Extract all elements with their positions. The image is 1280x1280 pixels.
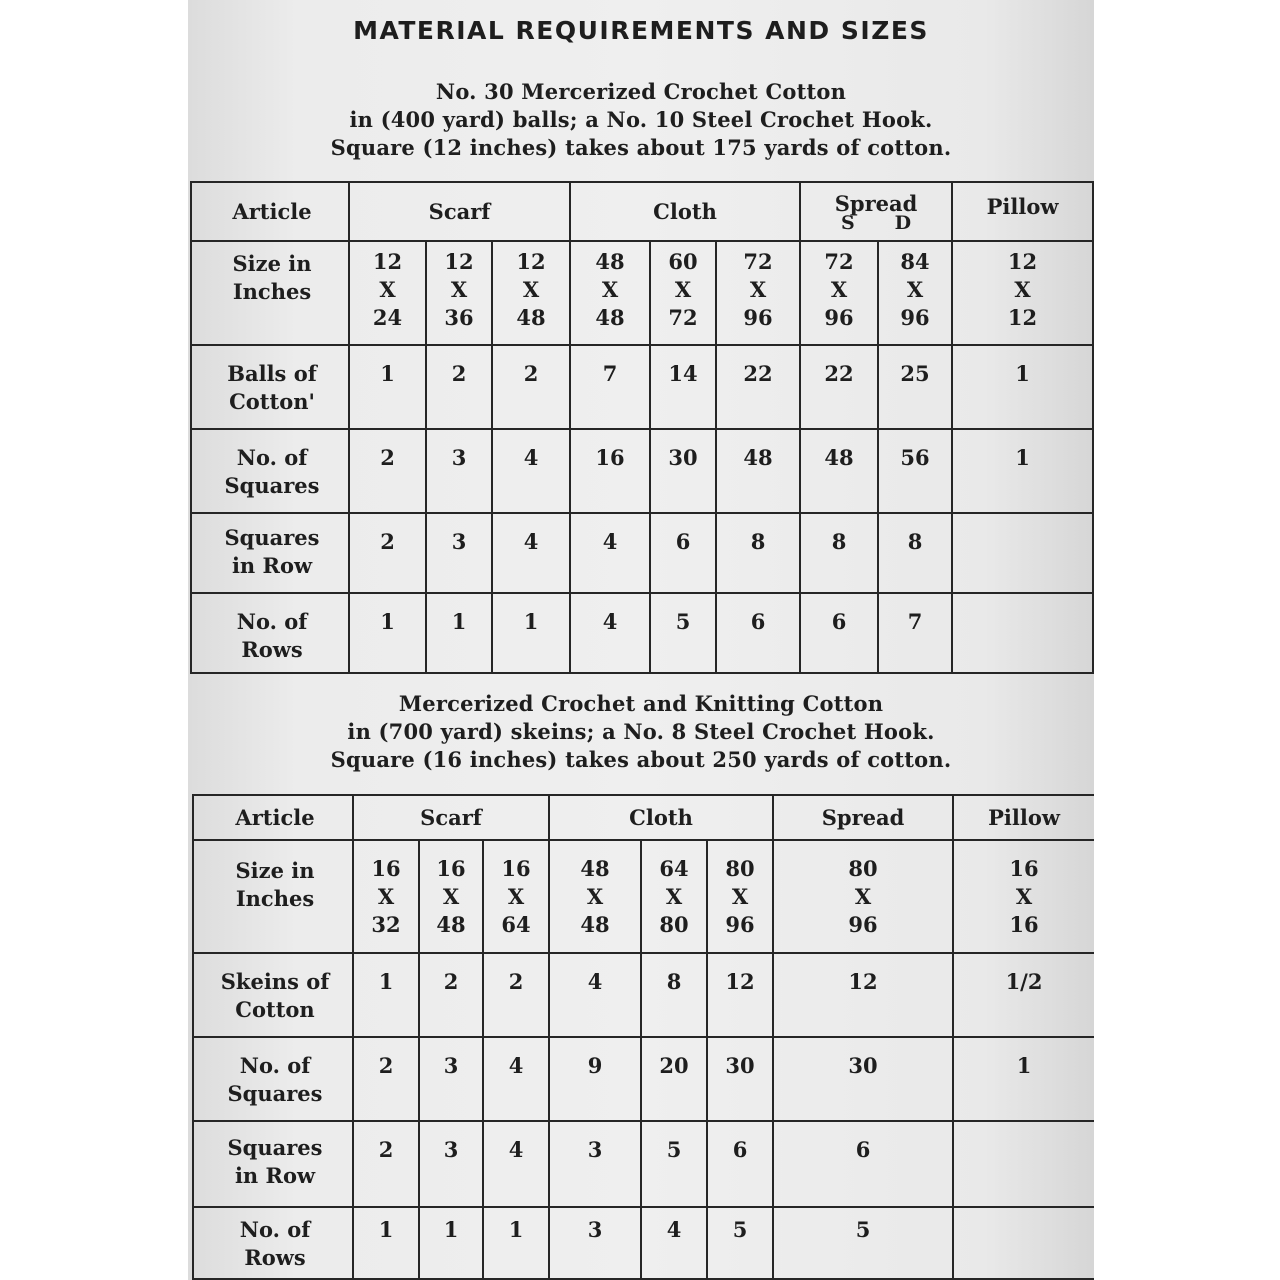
label-line: No. of [239, 1217, 311, 1242]
intro-line: Mercerized Crochet and Knitting Cotton [398, 691, 884, 716]
value-cell: 5 [773, 1207, 953, 1279]
size-cell [353, 840, 419, 953]
size-x: X [731, 884, 749, 909]
spread-header: Spread [773, 795, 953, 840]
label-line: Skeins of [220, 969, 330, 994]
value-cell: 8 [641, 953, 707, 1037]
article-header: Article [193, 795, 353, 840]
size-width: 72 [743, 249, 773, 274]
pattern-page [188, 0, 1094, 1280]
value-cell: 1 [953, 1037, 1094, 1121]
cloth-header: Cloth [549, 795, 773, 840]
size-width: 16 [371, 856, 401, 881]
page-title: MATERIAL REQUIREMENTS AND SIZES [353, 16, 929, 45]
value-cell: 2 [419, 953, 483, 1037]
pillow-header: Pillow [953, 795, 1094, 840]
value-cell: 1/2 [953, 953, 1094, 1037]
materials-intro-1 [188, 78, 1094, 162]
size-x: X [442, 884, 460, 909]
value-cell [952, 593, 1093, 673]
value-cell: 2 [426, 345, 492, 429]
label-line: Cotton [235, 997, 315, 1022]
value-cell: 22 [800, 345, 878, 429]
size-x: X [674, 277, 692, 302]
value-cell: 12 [773, 953, 953, 1037]
label-line: Size in [235, 858, 315, 883]
size-cell [952, 241, 1093, 345]
intro-line: in (400 yard) balls; a No. 10 Steel Crochet Hook. [349, 107, 933, 132]
value-cell: 4 [483, 1037, 549, 1121]
value-cell: 5 [650, 593, 716, 673]
size-cell [349, 241, 426, 345]
skeins-row [193, 953, 1094, 1037]
rows-row [191, 593, 1093, 673]
intro-line: No. 30 Mercerized Crochet Cotton [435, 79, 847, 104]
size-cell [570, 241, 650, 345]
rows-label [193, 1207, 353, 1279]
value-cell: 8 [716, 513, 800, 593]
value-cell: 6 [650, 513, 716, 593]
balls-row [191, 345, 1093, 429]
balls-label [191, 345, 349, 429]
value-cell: 8 [878, 513, 952, 593]
intro-line: Square (16 inches) takes about 250 yards of cotton. [330, 747, 952, 772]
size-width: 16 [501, 856, 531, 881]
size-cell [641, 840, 707, 953]
value-cell: 14 [650, 345, 716, 429]
size-x: X [507, 884, 525, 909]
value-cell: 1 [349, 345, 426, 429]
value-cell: 4 [492, 429, 570, 513]
value-cell: 1 [483, 1207, 549, 1279]
spread-label: Spread [834, 190, 918, 216]
value-cell: 30 [650, 429, 716, 513]
rows-label [191, 593, 349, 673]
spread-header [800, 182, 952, 241]
value-cell: 16 [570, 429, 650, 513]
size-width: 16 [436, 856, 466, 881]
size-cell [773, 840, 953, 953]
value-cell: 3 [426, 429, 492, 513]
size-label [191, 241, 349, 345]
value-cell: 1 [353, 1207, 419, 1279]
article-header: Article [191, 182, 349, 241]
size-cell [878, 241, 952, 345]
size-width: 64 [659, 856, 689, 881]
squares-row [193, 1037, 1094, 1121]
value-cell: 7 [878, 593, 952, 673]
size-height: 24 [372, 305, 403, 330]
value-cell: 3 [419, 1121, 483, 1207]
squares-label [191, 429, 349, 513]
size-width: 80 [725, 856, 755, 881]
value-cell: 6 [707, 1121, 773, 1207]
label-line: Balls of [227, 361, 317, 386]
value-cell: 1 [426, 593, 492, 673]
label-line: Squares [227, 1135, 323, 1160]
size-cell [953, 840, 1094, 953]
rows-row [193, 1207, 1094, 1279]
size-height: 48 [436, 912, 466, 937]
in-row-label [193, 1121, 353, 1207]
size-height: 32 [371, 912, 401, 937]
value-cell: 8 [800, 513, 878, 593]
label-line: Inches [232, 279, 312, 304]
value-cell: 4 [492, 513, 570, 593]
size-x: X [830, 277, 848, 302]
size-width: 72 [824, 249, 854, 274]
size-width: 84 [900, 249, 930, 274]
label-line: No. of [236, 609, 308, 634]
size-height: 48 [516, 305, 546, 330]
size-cell [650, 241, 716, 345]
value-cell: 3 [549, 1121, 641, 1207]
value-cell: 48 [800, 429, 878, 513]
label-line: No. of [236, 445, 308, 470]
size-cell [549, 840, 641, 953]
value-cell: 3 [426, 513, 492, 593]
value-cell: 1 [492, 593, 570, 673]
spread-subheaders [801, 211, 951, 234]
value-cell: 1 [952, 345, 1093, 429]
size-height: 64 [501, 912, 531, 937]
value-cell: 2 [492, 345, 570, 429]
size-cell [716, 241, 800, 345]
size-height: 48 [580, 912, 610, 937]
intro-line: in (700 yard) skeins; a No. 8 Steel Crochet Hook. [347, 719, 935, 744]
size-cell [419, 840, 483, 953]
skeins-label [193, 953, 353, 1037]
size-height: 80 [659, 912, 689, 937]
value-cell: 1 [349, 593, 426, 673]
size-x: X [450, 277, 468, 302]
size-cell [800, 241, 878, 345]
size-cell [426, 241, 492, 345]
pillow-header: Pillow [952, 182, 1093, 241]
label-line: Cotton' [229, 389, 315, 414]
in-row-label [191, 513, 349, 593]
label-line: Inches [235, 886, 315, 911]
size-label [193, 840, 353, 953]
label-line: in Row [231, 553, 313, 578]
size-width: 80 [848, 856, 878, 881]
size-width: 60 [668, 249, 698, 274]
value-cell [953, 1207, 1094, 1279]
value-cell: 56 [878, 429, 952, 513]
size-x: X [906, 277, 924, 302]
size-width: 12 [444, 249, 474, 274]
value-cell: 4 [549, 953, 641, 1037]
size-width: 12 [516, 249, 546, 274]
size-width: 12 [1007, 249, 1038, 274]
label-line: Squares [224, 473, 320, 498]
value-cell: 1 [353, 953, 419, 1037]
label-line: No. of [239, 1053, 311, 1078]
size-x: X [522, 277, 540, 302]
value-cell: 3 [419, 1037, 483, 1121]
size-x: X [665, 884, 683, 909]
size-x: X [749, 277, 767, 302]
value-cell: 5 [707, 1207, 773, 1279]
value-cell: 9 [549, 1037, 641, 1121]
size-height: 72 [668, 305, 698, 330]
size-row [191, 241, 1093, 345]
size-height: 96 [725, 912, 755, 937]
size-x: X [379, 277, 396, 302]
size-x: X [601, 277, 619, 302]
size-width: 48 [580, 856, 610, 881]
spread-double-label: D [894, 211, 912, 234]
size-x: X [1014, 277, 1031, 302]
value-cell: 6 [716, 593, 800, 673]
size-height: 96 [848, 912, 878, 937]
value-cell: 30 [707, 1037, 773, 1121]
size-height: 96 [824, 305, 854, 330]
value-cell: 7 [570, 345, 650, 429]
value-cell: 12 [707, 953, 773, 1037]
label-line: Rows [244, 1245, 306, 1270]
squares-row [191, 429, 1093, 513]
materials-intro-2 [188, 690, 1094, 774]
value-cell: 2 [483, 953, 549, 1037]
value-cell: 2 [349, 429, 426, 513]
size-cell [492, 241, 570, 345]
label-line: Squares [224, 525, 320, 550]
value-cell [953, 1121, 1094, 1207]
in-row-row [193, 1121, 1094, 1207]
intro-line: Square (12 inches) takes about 175 yards of cotton. [330, 135, 952, 160]
size-cell [483, 840, 549, 953]
label-line: Size in [232, 251, 312, 276]
value-cell: 5 [641, 1121, 707, 1207]
value-cell [952, 513, 1093, 593]
scarf-header: Scarf [353, 795, 549, 840]
value-cell: 25 [878, 345, 952, 429]
value-cell: 3 [549, 1207, 641, 1279]
value-cell: 20 [641, 1037, 707, 1121]
size-height: 12 [1007, 305, 1038, 330]
size-height: 96 [900, 305, 930, 330]
header-row [193, 795, 1094, 840]
value-cell: 22 [716, 345, 800, 429]
value-cell: 48 [716, 429, 800, 513]
size-row [193, 840, 1094, 953]
size-cell [707, 840, 773, 953]
header-row [191, 182, 1093, 241]
size-height: 48 [595, 305, 625, 330]
size-height: 36 [444, 305, 474, 330]
value-cell: 4 [483, 1121, 549, 1207]
size-width: 16 [1009, 856, 1039, 881]
size-width: 48 [595, 249, 625, 274]
value-cell: 30 [773, 1037, 953, 1121]
value-cell: 2 [353, 1037, 419, 1121]
label-line: in Row [234, 1163, 316, 1188]
value-cell: 1 [952, 429, 1093, 513]
scarf-header: Scarf [349, 182, 570, 241]
value-cell: 4 [570, 513, 650, 593]
size-width: 12 [372, 249, 403, 274]
requirements-table-2 [192, 794, 1094, 1280]
value-cell: 4 [570, 593, 650, 673]
label-line: Squares [227, 1081, 323, 1106]
size-x: X [1015, 884, 1033, 909]
size-height: 96 [743, 305, 773, 330]
value-cell: 1 [419, 1207, 483, 1279]
spread-single-label: S [840, 211, 855, 234]
squares-label [193, 1037, 353, 1121]
value-cell: 6 [800, 593, 878, 673]
size-x: X [377, 884, 395, 909]
size-x: X [586, 884, 604, 909]
label-line: Rows [241, 637, 303, 662]
value-cell: 4 [641, 1207, 707, 1279]
in-row-row [191, 513, 1093, 593]
size-height: 16 [1009, 912, 1039, 937]
requirements-table-1 [190, 181, 1094, 674]
value-cell: 6 [773, 1121, 953, 1207]
size-x: X [854, 884, 872, 909]
value-cell: 2 [353, 1121, 419, 1207]
cloth-header: Cloth [570, 182, 800, 241]
value-cell: 2 [349, 513, 426, 593]
